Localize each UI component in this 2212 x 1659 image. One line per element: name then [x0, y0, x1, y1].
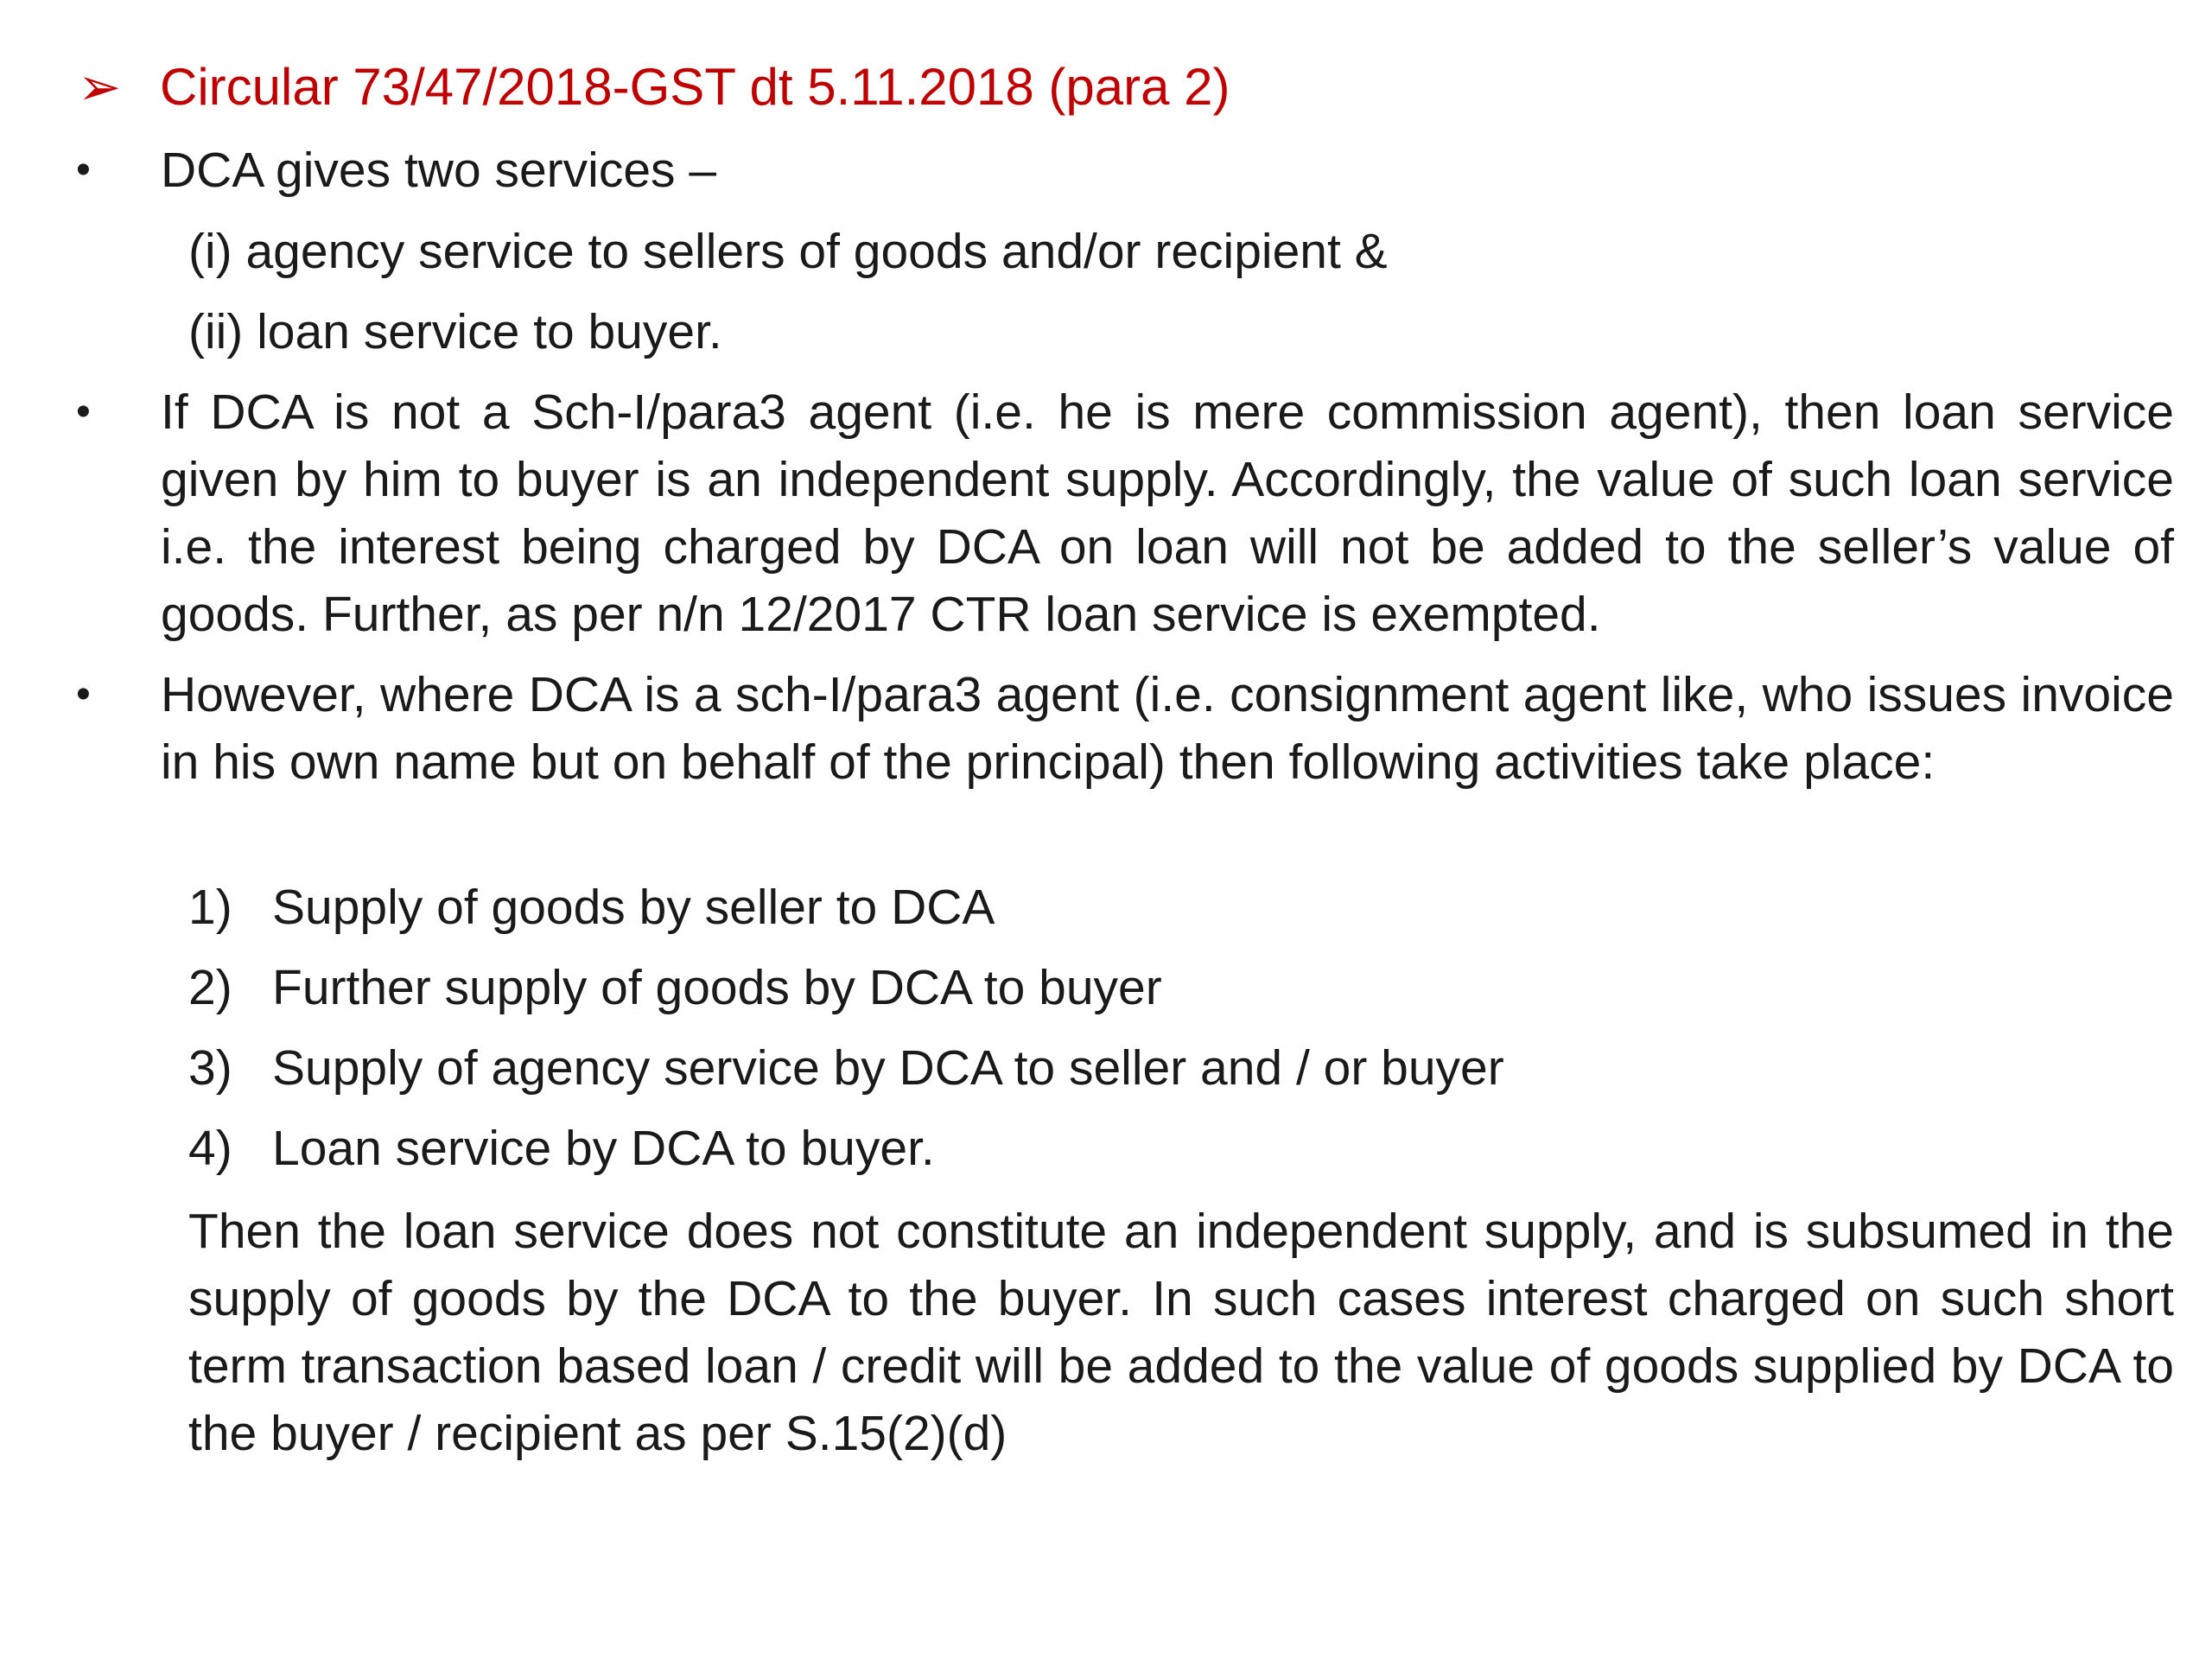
bullet-dot-icon: •	[76, 389, 91, 435]
conclusion-paragraph: Then the loan service does not constitute an independent supply, and is subsumed in the supply of goods by the DCA to the buyer. In such cases interest charged on such short term transaction based loan / credit will be added to the value of goods supplied by DCA to the buyer / recipient as per S.15(2)(d)	[188, 1204, 2174, 1461]
item-number: 1)	[188, 880, 232, 935]
item-number: 2)	[188, 960, 232, 1015]
arrow-bullet-icon: ➢	[78, 58, 122, 116]
bullet-text: DCA gives two services –	[161, 143, 717, 198]
bullet-dot-icon: •	[76, 147, 91, 193]
sub-item-loan-service: (ii) loan service to buyer.	[188, 304, 722, 359]
bullet-dot-icon: •	[76, 671, 91, 717]
bullet-text: However, where DCA is a sch-I/para3 agent (i.e. consignment agent like, who issues invoice in his own name but on behalf of the principal) then following activities take place:	[161, 667, 2174, 790]
item-number: 3)	[188, 1040, 232, 1096]
item-number: 4)	[188, 1121, 232, 1176]
item-text: Loan service by DCA to buyer.	[272, 1121, 935, 1176]
heading-text: Circular 73/47/2018-GST dt 5.11.2018 (para 2)	[160, 58, 1230, 116]
item-text: Supply of goods by seller to DCA	[272, 880, 995, 935]
item-text: Further supply of goods by DCA to buyer	[272, 960, 1162, 1015]
bullet-text: If DCA is not a Sch-I/para3 agent (i.e. he is mere commission agent), then loan service given by him to buyer is an independent supply. Accordingly, the value of such loan service i.e. the interest being charged by DCA on loan will not be added to the seller’s value of goods. Further, as per n/n 12/2017 CTR loan service is exempted.	[161, 385, 2174, 642]
item-text: Supply of agency service by DCA to seller and / or buyer	[272, 1040, 1504, 1096]
sub-item-agency-service: (i) agency service to sellers of goods and/or recipient &	[188, 224, 1388, 279]
